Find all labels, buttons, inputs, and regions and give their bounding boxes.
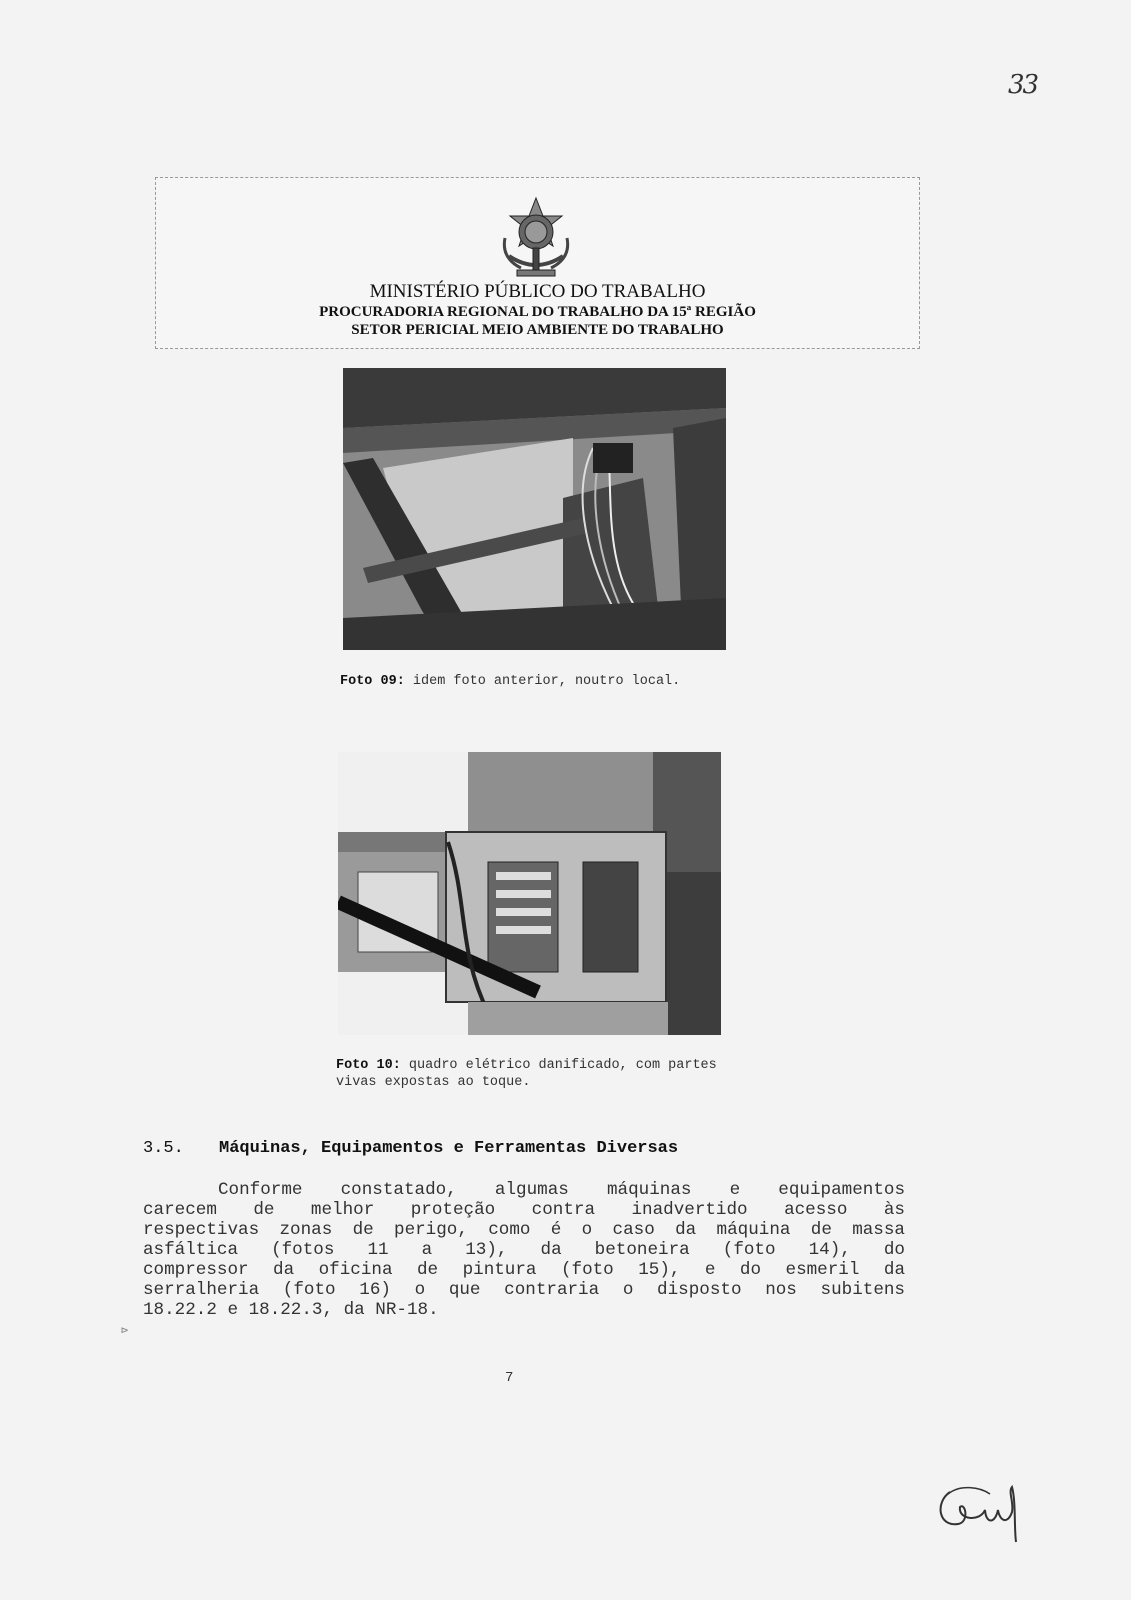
paragraph-line: Conforme constatado, algumas máquinas e equipamentos xyxy=(218,1180,905,1200)
handwritten-signature-icon xyxy=(930,1472,1030,1552)
letterhead xyxy=(155,177,920,349)
photo-09-image xyxy=(343,368,726,650)
paragraph-line: respectivas zonas de perigo, como é o caso da máquina de massa xyxy=(143,1220,905,1240)
paragraph-line: compressor da oficina de pintura (foto 15), e do esmeril da xyxy=(143,1260,905,1280)
brazil-coat-of-arms-icon xyxy=(491,194,581,284)
photo-10 xyxy=(338,752,721,1035)
page-number: 7 xyxy=(505,1370,514,1386)
photo-09-caption-text: idem foto anterior, noutro local. xyxy=(404,674,681,689)
photo-10-image xyxy=(338,752,721,1035)
folio-number: 33 xyxy=(1008,70,1038,100)
photo-09 xyxy=(343,368,726,650)
header-subtitle-procuradoria: PROCURADORIA REGIONAL DO TRABALHO DA 15ª REGIÃO xyxy=(319,304,756,320)
section-title: Máquinas, Equipamentos e Ferramentas Diversas xyxy=(219,1139,679,1158)
photo-10-caption-text: quadro elétrico danificado, com partes vivas expostas ao toque. xyxy=(336,1058,717,1090)
paragraph-line: serralheria (foto 16) o que contraria o disposto nos subitens xyxy=(143,1280,905,1300)
section-number: 3.5. xyxy=(143,1139,184,1158)
photo-10-label: Foto 10: xyxy=(336,1058,401,1073)
paragraph-line: 18.22.2 e 18.22.3, da NR-18. xyxy=(143,1300,439,1320)
header-title: MINISTÉRIO PÚBLICO DO TRABALHO xyxy=(369,281,706,302)
paragraph-line: asfáltica (fotos 11 a 13), da betoneira (foto 14), do xyxy=(143,1240,905,1260)
photo-10-caption xyxy=(336,1057,726,1091)
paragraph-line: carecem de melhor proteção contra inadvertido acesso às xyxy=(143,1200,905,1220)
photo-09-caption xyxy=(340,673,730,690)
section-paragraph xyxy=(143,1180,905,1320)
section-heading xyxy=(143,1139,678,1158)
photo-09-label: Foto 09: xyxy=(340,674,405,689)
margin-mark: ⊳ xyxy=(121,1324,129,1338)
header-subtitle-setor: SETOR PERICIAL MEIO AMBIENTE DO TRABALHO xyxy=(351,322,724,338)
